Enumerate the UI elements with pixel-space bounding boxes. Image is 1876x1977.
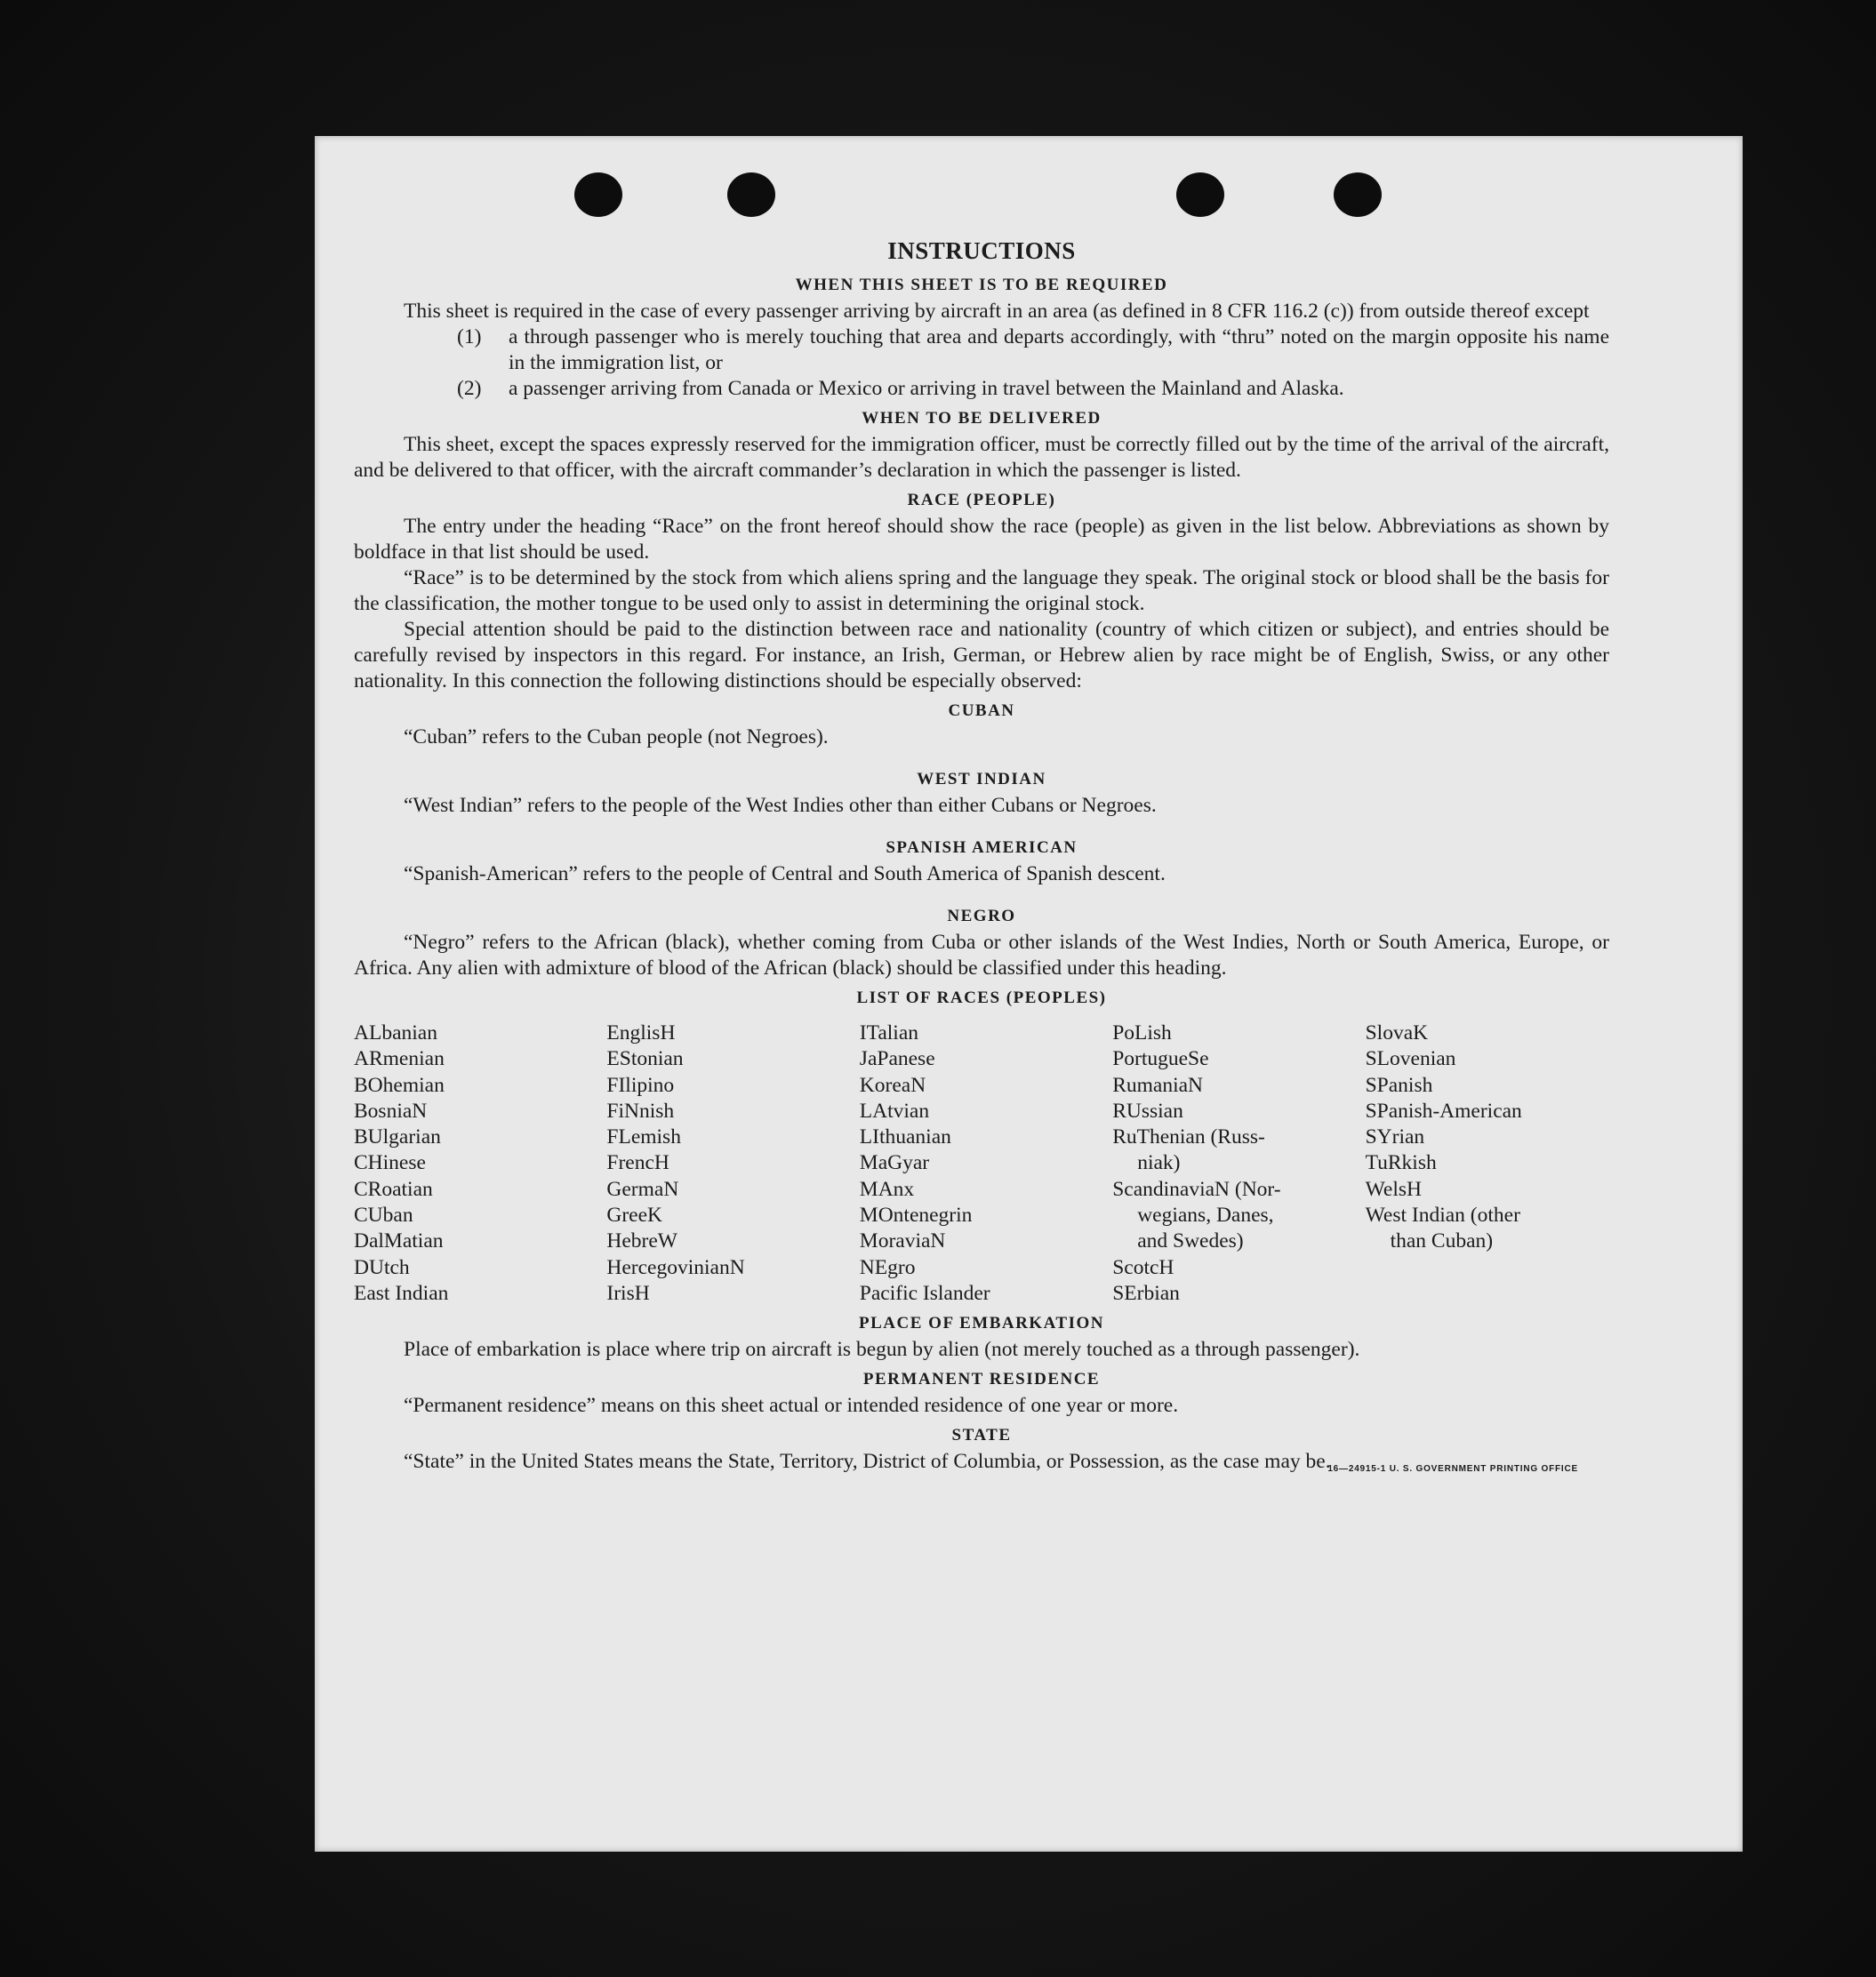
race-item: PortugueSe: [1112, 1047, 1209, 1071]
race-item: GermaN: [606, 1177, 679, 1201]
race-item: FIlipino: [606, 1073, 675, 1097]
race-item: ALbanian: [354, 1021, 437, 1045]
page-title: INSTRUCTIONS: [887, 237, 1076, 264]
section-heading-cuban: CUBAN: [948, 701, 1015, 720]
exception-item: [457, 324, 1609, 376]
delivered-paragraph: This sheet, except the spaces expressly reserved for the immigration officer, must be correctly filled out by the time of the arrival of the aircraft, and be delivered to that officer, with the aircraft commander’s declaration in which the passenger is listed.: [354, 433, 1609, 482]
race-item-continued: and Swedes): [1137, 1229, 1244, 1253]
embarkation-paragraph: Place of embarkation is place where trip on aircraft is begun by alien (not merely touched as a through passenger).: [404, 1338, 1360, 1362]
race-paragraph-1: The entry under the heading “Race” on the front hereof should show the race (people) as given in the list below. Abbreviations as shown by boldface in that list should be used.: [354, 515, 1609, 564]
race-item: CHinese: [354, 1151, 426, 1175]
race-item: PoLish: [1112, 1021, 1172, 1045]
race-item: SErbian: [1112, 1281, 1180, 1305]
race-item: KoreaN: [859, 1073, 926, 1097]
cuban-paragraph: “Cuban” refers to the Cuban people (not Negroes).: [404, 725, 829, 748]
race-item: Pacific Islander: [859, 1281, 990, 1305]
negro-paragraph: “Negro” refers to the African (black), whether coming from Cuba or other islands of the West Indies, North or South America, Europe, or Africa. Any alien with admixture of blood of the African (black) should be classified under this heading.: [354, 931, 1609, 980]
race-item: FrencH: [606, 1151, 669, 1175]
race-item-continued: wegians, Danes,: [1137, 1204, 1274, 1228]
exception-text: a through passenger who is merely touching that area and departs accordingly, with “thru” noted on the margin opposite his name in the immigration list, or: [509, 325, 1609, 374]
race-column: [1112, 1021, 1356, 1307]
race-column: [354, 1021, 597, 1307]
race-paragraph-3: Special attention should be paid to the distinction between race and nationality (country of which citizen or subject), and entries should be carefully revised by inspectors in this regard. For instance, an Irish, German, or Hebrew alien by race might be of English, Swiss, or any other nationality. In this connection the following distinctions should be especially observed:: [354, 618, 1609, 692]
spanish-american-paragraph: “Spanish-American” refers to the people of Central and South America of Spanish descent.: [404, 862, 1166, 885]
race-item: BOhemian: [354, 1073, 445, 1097]
race-list: [354, 1021, 1609, 1307]
race-item: EnglisH: [606, 1021, 676, 1045]
race-item: IrisH: [606, 1281, 650, 1305]
race-item: HercegovinianN: [606, 1255, 745, 1279]
race-item: TuRkish: [1365, 1151, 1437, 1175]
punch-hole: [1334, 172, 1382, 217]
section-heading-spanish-american: SPANISH AMERICAN: [886, 838, 1078, 857]
section-heading-negro: NEGRO: [947, 907, 1016, 925]
section-heading-delivered: WHEN TO BE DELIVERED: [862, 409, 1102, 428]
printer-imprint: 16—24915-1 U. S. GOVERNMENT PRINTING OFFICE: [1327, 1464, 1578, 1475]
race-item: RUssian: [1112, 1099, 1183, 1123]
race-item: GreeK: [606, 1204, 663, 1228]
exception-number: (1): [457, 325, 482, 348]
race-item: BUlgarian: [354, 1125, 441, 1149]
race-item: HebreW: [606, 1229, 677, 1253]
exception-item: [457, 376, 1609, 402]
race-item: EStonian: [606, 1047, 684, 1071]
section-heading-required: WHEN THIS SHEET IS TO BE REQUIRED: [795, 276, 1168, 294]
punch-hole: [1176, 172, 1224, 217]
race-item: BosniaN: [354, 1099, 428, 1123]
race-item: WelsH: [1365, 1177, 1422, 1201]
punch-hole: [727, 172, 775, 217]
race-item: LIthuanian: [859, 1125, 951, 1149]
race-paragraph-2: “Race” is to be determined by the stock from which aliens spring and the language they speak. The original stock or blood shall be the basis for the classification, the mother tongue to be used only to assist in determining the original stock.: [354, 566, 1609, 615]
race-item: MoraviaN: [859, 1229, 946, 1253]
race-item: FiNnish: [606, 1099, 675, 1123]
race-column: [1366, 1021, 1609, 1307]
race-item: CUban: [354, 1204, 413, 1228]
race-item: SPanish-American: [1365, 1099, 1522, 1123]
race-item: FLemish: [606, 1125, 681, 1149]
race-item: SYrian: [1365, 1125, 1425, 1149]
race-item: SPanish: [1365, 1073, 1433, 1097]
race-item: DalMatian: [354, 1229, 444, 1253]
race-item: LAtvian: [859, 1099, 930, 1123]
race-item: ITalian: [859, 1021, 919, 1045]
race-item: CRoatian: [354, 1177, 433, 1201]
section-heading-state: STATE: [951, 1426, 1012, 1445]
race-item-continued: than Cuban): [1390, 1229, 1494, 1253]
race-item: SlovaK: [1365, 1021, 1429, 1045]
race-item: DUtch: [354, 1255, 410, 1279]
race-item: RuThenian (Russ-: [1112, 1125, 1265, 1149]
race-item: MaGyar: [859, 1151, 930, 1175]
permanent-residence-paragraph: “Permanent residence” means on this sheet actual or intended residence of one year or more.: [404, 1394, 1179, 1418]
race-item: MOntenegrin: [859, 1204, 973, 1228]
race-item: East Indian: [354, 1281, 449, 1305]
race-item: SLovenian: [1365, 1047, 1456, 1071]
section-heading-embarkation: PLACE OF EMBARKATION: [859, 1314, 1104, 1333]
race-item: West Indian (other: [1365, 1204, 1520, 1228]
race-item: JaPanese: [859, 1047, 935, 1071]
race-column: [860, 1021, 1103, 1307]
race-item: MAnx: [859, 1177, 915, 1201]
race-item: RumaniaN: [1112, 1073, 1204, 1097]
race-item: ScotcH: [1112, 1255, 1175, 1279]
section-heading-west-indian: WEST INDIAN: [917, 770, 1046, 788]
punch-hole: [574, 172, 622, 217]
race-column: [606, 1021, 850, 1307]
section-heading-list-of-races: LIST OF RACES (PEOPLES): [856, 988, 1107, 1007]
exception-number: (2): [457, 377, 482, 400]
instruction-sheet: [315, 136, 1743, 1852]
state-paragraph: “State” in the United States means the State, Territory, District of Columbia, or Possession, as the case may be.: [404, 1450, 1331, 1474]
race-item: ARmenian: [354, 1047, 445, 1071]
required-paragraph: This sheet is required in the case of every passenger arriving by aircraft in an area (as defined in 8 CFR 116.2 (c)) from outside thereof except: [404, 300, 1590, 323]
section-heading-race: RACE (PEOPLE): [907, 491, 1056, 509]
exception-text: a passenger arriving from Canada or Mexico or arriving in travel between the Mainland and Alaska.: [509, 377, 1344, 400]
race-item: NEgro: [859, 1255, 916, 1279]
section-heading-permanent-residence: PERMANENT RESIDENCE: [862, 1370, 1101, 1389]
race-item: ScandinaviaN (Nor-: [1112, 1177, 1281, 1201]
west-indian-paragraph: “West Indian” refers to the people of the West Indies other than either Cubans or Negroes.: [404, 794, 1157, 817]
race-item-continued: niak): [1137, 1151, 1181, 1175]
